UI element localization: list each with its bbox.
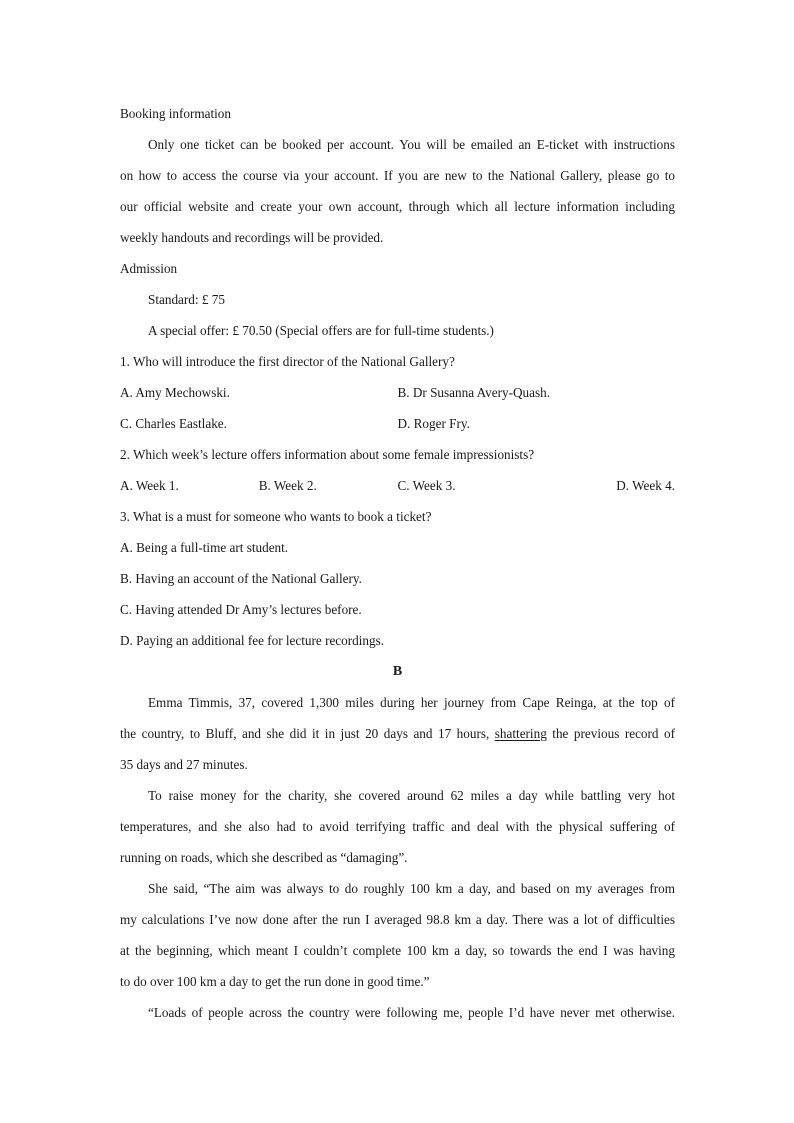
booking-paragraph-line: on how to access the course via your account. If you are new to the National Gallery, please go to xyxy=(120,168,675,183)
question-2-options-row xyxy=(120,470,675,501)
passage-b-line: She said, “The aim was always to do roughly 100 km a day, and based on my averages from xyxy=(148,881,675,896)
question-3-option-a: A. Being a full-time art student. xyxy=(120,540,289,555)
passage-b-line: my calculations I’ve now done after the run I averaged 98.8 km a day. There was a lot of difficulties xyxy=(120,912,675,927)
booking-paragraph-line: our official website and create your own account, through which all lecture information including xyxy=(120,199,675,214)
question-3-option-b: B. Having an account of the National Gallery. xyxy=(120,571,362,586)
question-2-stem: 2. Which week’s lecture offers information about some female impressionists? xyxy=(120,447,535,462)
passage-b-line: running on roads, which she described as “damaging”. xyxy=(120,850,408,865)
admission-standard: Standard: £ 75 xyxy=(148,292,225,307)
booking-paragraph-line: weekly handouts and recordings will be provided. xyxy=(120,230,384,245)
underlined-word: shattering xyxy=(494,726,547,741)
passage-b-line: temperatures, and she also had to avoid terrifying traffic and deal with the physical suffering of xyxy=(120,819,675,834)
question-1-option-c: C. Charles Eastlake. xyxy=(120,416,227,431)
passage-b-line: to do over 100 km a day to get the run done in good time.” xyxy=(120,974,430,989)
passage-b-text: the country, to Bluff, and she did it in just 20 days and 17 hours, xyxy=(120,726,495,741)
question-2-option-a: A. Week 1. xyxy=(120,478,179,493)
admission-heading: Admission xyxy=(120,261,178,276)
passage-b-line: To raise money for the charity, she covered around 62 miles a day while battling very hot xyxy=(148,788,675,803)
passage-b-line: Emma Timmis, 37, covered 1,300 miles during her journey from Cape Reinga, at the top of xyxy=(148,695,675,710)
question-2-option-b: B. Week 2. xyxy=(258,478,317,493)
question-1-option-d: D. Roger Fry. xyxy=(397,416,470,431)
document-page xyxy=(120,98,675,1028)
passage-b-line xyxy=(120,718,675,749)
question-2-option-c: C. Week 3. xyxy=(397,478,456,493)
question-1-stem: 1. Who will introduce the first director of the National Gallery? xyxy=(120,354,455,369)
question-3-stem: 3. What is a must for someone who wants to book a ticket? xyxy=(120,509,432,524)
passage-b-line: “Loads of people across the country were following me, people I’d have never met otherwise. xyxy=(148,1005,675,1020)
question-1-option-a: A. Amy Mechowski. xyxy=(120,385,230,400)
question-3-option-d: D. Paying an additional fee for lecture recordings. xyxy=(120,633,385,648)
question-1-options-row xyxy=(120,377,675,408)
section-b-label: B xyxy=(392,664,403,679)
booking-paragraph-line: Only one ticket can be booked per account. You will be emailed an E-ticket with instructions xyxy=(148,137,675,152)
passage-b-line: 35 days and 27 minutes. xyxy=(120,757,248,772)
booking-heading: Booking information xyxy=(120,106,231,121)
passage-b-line: at the beginning, which meant I couldn’t complete 100 km a day, so towards the end I was having xyxy=(120,943,675,958)
passage-b-text: the previous record of xyxy=(546,726,675,741)
question-1-option-b: B. Dr Susanna Avery-Quash. xyxy=(397,385,550,400)
question-2-option-d: D. Week 4. xyxy=(616,478,675,493)
question-3-option-c: C. Having attended Dr Amy’s lectures before. xyxy=(120,602,362,617)
question-1-options-row xyxy=(120,408,675,439)
admission-special-offer: A special offer: £ 70.50 (Special offers are for full-time students.) xyxy=(148,323,494,338)
